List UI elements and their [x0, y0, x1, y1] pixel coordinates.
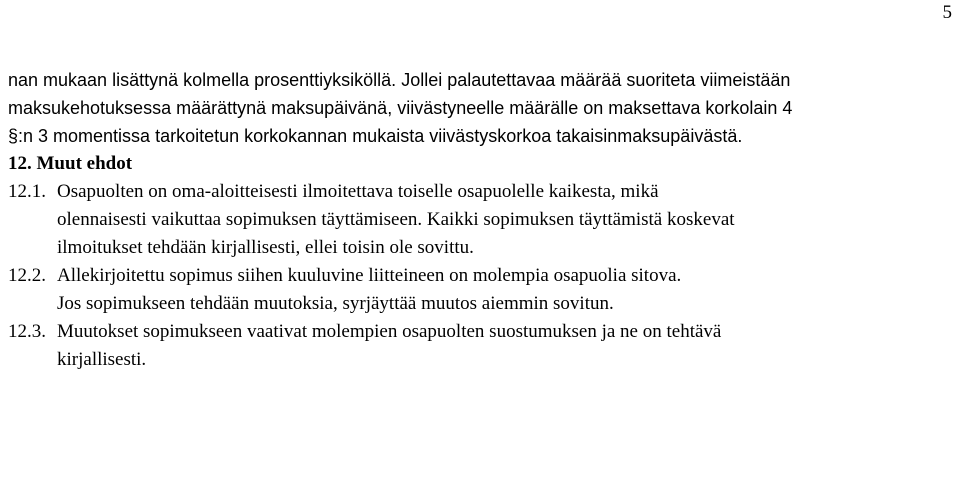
clause-12-3: [8, 318, 952, 374]
intro-line: maksukehotuksessa määrättynä maksupäivänä, viivästyneelle määrälle on maksettava korkolain 4: [8, 98, 793, 118]
clause-number: 12.3.: [8, 321, 46, 342]
clause-line: ilmoitukset tehdään kirjallisesti, ellei toisin ole sovittu.: [57, 237, 474, 258]
clause-line: [8, 178, 952, 206]
intro-paragraph: [8, 66, 952, 150]
clause-number: 12.2.: [8, 265, 46, 286]
clause-line: kirjallisesti.: [57, 349, 147, 370]
intro-line: §:n 3 momentissa tarkoitetun korkokannan mukaista viivästyskorkoa takaisinmaksupäivästä.: [8, 126, 743, 146]
clause-line: Jos sopimukseen tehdään muutoksia, syrjäyttää muutos aiemmin sovitun.: [57, 293, 614, 314]
intro-line: nan mukaan lisättynä kolmella prosenttiyksiköllä. Jollei palautettavaa määrää suoriteta viimeistään: [8, 70, 791, 90]
clause-text: Osapuolten on oma-aloitteisesti ilmoitettava toiselle osapuolelle kaikesta, mikä: [57, 181, 659, 202]
clause-line: olennaisesti vaikuttaa sopimuksen täyttämiseen. Kaikki sopimuksen täyttämistä koskevat: [57, 209, 735, 230]
section-heading: 12. Muut ehdot: [8, 153, 133, 174]
page-number: 5: [942, 2, 952, 23]
clause-12-1: [8, 178, 952, 262]
clause-line: [8, 318, 952, 346]
document-body: [8, 66, 952, 374]
clause-number: 12.1.: [8, 181, 46, 202]
clause-text: Muutokset sopimukseen vaativat molempien osapuolten suostumuksen ja ne on tehtävä: [57, 321, 722, 342]
clause-12-2: [8, 262, 952, 318]
clause-line: [8, 262, 952, 290]
clause-text: Allekirjoitettu sopimus siihen kuuluvine liitteineen on molempia osapuolia sitova.: [57, 265, 682, 286]
